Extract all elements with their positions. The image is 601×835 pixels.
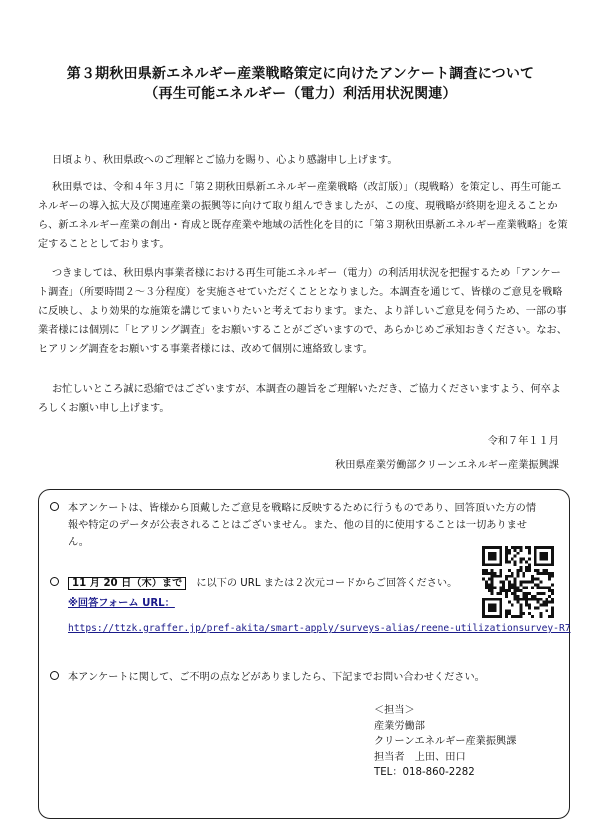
paragraph-survey-request: つきましては、秋田県内事業者様における再生可能エネルギー（電力）の利活用状況を把握するため「アンケート調査」（所要時間２〜３分程度）を実施させていただくこととなりました。本調査を通じて、皆様のご意見を戦略に反映し、より効果的な施策を講じてまいりたいと考えております。また、より詳しいご意見を伺うため、一部の事業者様には個別に「ヒアリング調査」をお願いすることがございますので、あらかじめご承知おきください。なお、ヒアリング調査をお願いする事業者様には、改めて個別に連絡致します。	[38, 268, 567, 355]
bullet-circle-icon	[50, 502, 59, 511]
issue-date: 令和７年１１月	[487, 436, 559, 447]
bullet-circle-icon	[50, 577, 59, 586]
title-line-1: 第３期秋田県新エネルギー産業戦略策定に向けたアンケート調査について	[66, 66, 535, 82]
note-deadline-text	[68, 575, 457, 592]
form-url-label: ※回答フォーム URL：	[68, 598, 175, 609]
title-line-2: （再生可能エネルギー（電力）利活用状況関連）	[144, 86, 457, 102]
deadline-badge: 11 月 20 日（木）まで	[68, 577, 186, 590]
paragraph-background: 秋田県では、令和４年３月に「第２期秋田県新エネルギー産業戦略（改訂版）」（現戦略）を策定し、再生可能エネルギーの導入拡大及び関連産業の振興等に向けて取り組んできましたが、この度、現戦略が終期を迎えることから、新エネルギー産業の創出・育成と既存産業や地域の活性化を目的に「第３期秋田県新エネルギー産業戦略」を策定することとしております。	[38, 182, 568, 250]
note-inquiry-text: 本アンケートに関して、ご不明の点などがありましたら、下記までお問い合わせください。	[68, 672, 485, 683]
page-title	[0, 64, 601, 104]
survey-form-link[interactable]: https://ttzk.graffer.jp/pref-akita/smart-apply/surveys-alias/reene-utilizationsurvey-R7	[68, 623, 571, 634]
paragraph-closing: お忙しいところ誠に恐縮ではございますが、本調査の趣旨をご理解いただき、ご協力くださいますよう、何卒よろしくお願い申し上げます。	[38, 384, 561, 414]
contact-dept-1: 産業労働部	[374, 720, 425, 732]
contact-heading: ＜担当＞	[374, 705, 415, 716]
contact-tel: TEL：018-860-2282	[374, 767, 475, 778]
deadline-instructions: に以下の URL または２次元コードからご回答ください。	[196, 578, 458, 589]
note-privacy-text: 本アンケートは、皆様から頂戴したご意見を戦略に反映するために行うものであり、回答頂いた方の情報や特定のデータが公表されることはございません。また、他の目的に使用することは一切ありません。	[68, 503, 537, 548]
issuing-department: 秋田県産業労働部クリーンエネルギー産業振興課	[335, 460, 559, 471]
contact-dept-2: クリーンエネルギー産業振興課	[374, 736, 517, 747]
contact-persons: 担当者 上田、田口	[374, 751, 466, 763]
contact-block	[374, 703, 516, 781]
paragraph-greeting: 日頃より、秋田県政へのご理解とご協力を賜り、心より感謝申し上げます。	[52, 155, 398, 166]
qr-code-icon[interactable]	[482, 546, 554, 618]
bullet-circle-icon	[50, 671, 59, 680]
